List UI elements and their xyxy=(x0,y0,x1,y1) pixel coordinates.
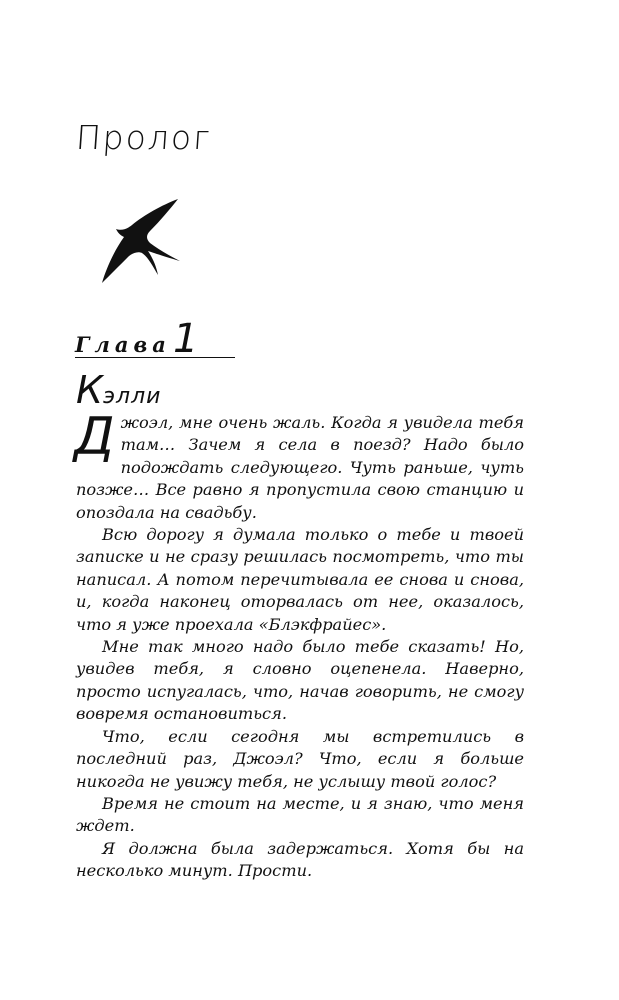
paragraph: Мне так много надо было тебе сказать! Но, увидев тебя, я словно оцепенела. Наверно, просто испугалась, что, начав говорить, не смогу вовремя остановиться. xyxy=(76,637,524,724)
paragraph: Всю дорогу я думала только о тебе и твоей записке и не сразу решилась посмотреть, что ты написал. А потом перечитывала ее снова и снова, и, когда наконец оторвалась от нее, оказалось, что я уже проехала «Блэкфрайес». xyxy=(76,525,524,634)
swallow-icon xyxy=(100,195,186,287)
paragraph xyxy=(74,407,524,524)
chapter-number: 1 xyxy=(173,316,199,362)
chapter-underline xyxy=(75,357,235,358)
chapter-heading xyxy=(75,316,237,362)
paragraph: Что, если сегодня мы встретились в последний раз, Джоэл? Что, если я больше никогда не увижу тебя, не услышу твой голос? xyxy=(76,726,524,791)
chapter-title-initial: К xyxy=(76,368,103,412)
chapter-body xyxy=(74,407,524,883)
paragraph: Я должна была задержаться. Хотя бы на несколько минут. Прости. xyxy=(76,838,524,881)
drop-cap: Д xyxy=(74,407,115,467)
prologue-heading: Пролог xyxy=(74,118,213,157)
paragraph: Время не стоит на месте, и я знаю, что меня ждет. xyxy=(76,793,524,836)
paragraph-text: жоэл, мне очень жаль. Когда я увидела тебя там… Зачем я села в поезд? Надо было подождать следующего. Чуть раньше, чуть позже… Все равно я пропустила свою станцию и опоздала на свадьбу. xyxy=(76,413,524,522)
chapter-title-rest: элли xyxy=(102,384,162,409)
chapter-title xyxy=(76,368,161,412)
chapter-label: Глава xyxy=(75,332,171,357)
